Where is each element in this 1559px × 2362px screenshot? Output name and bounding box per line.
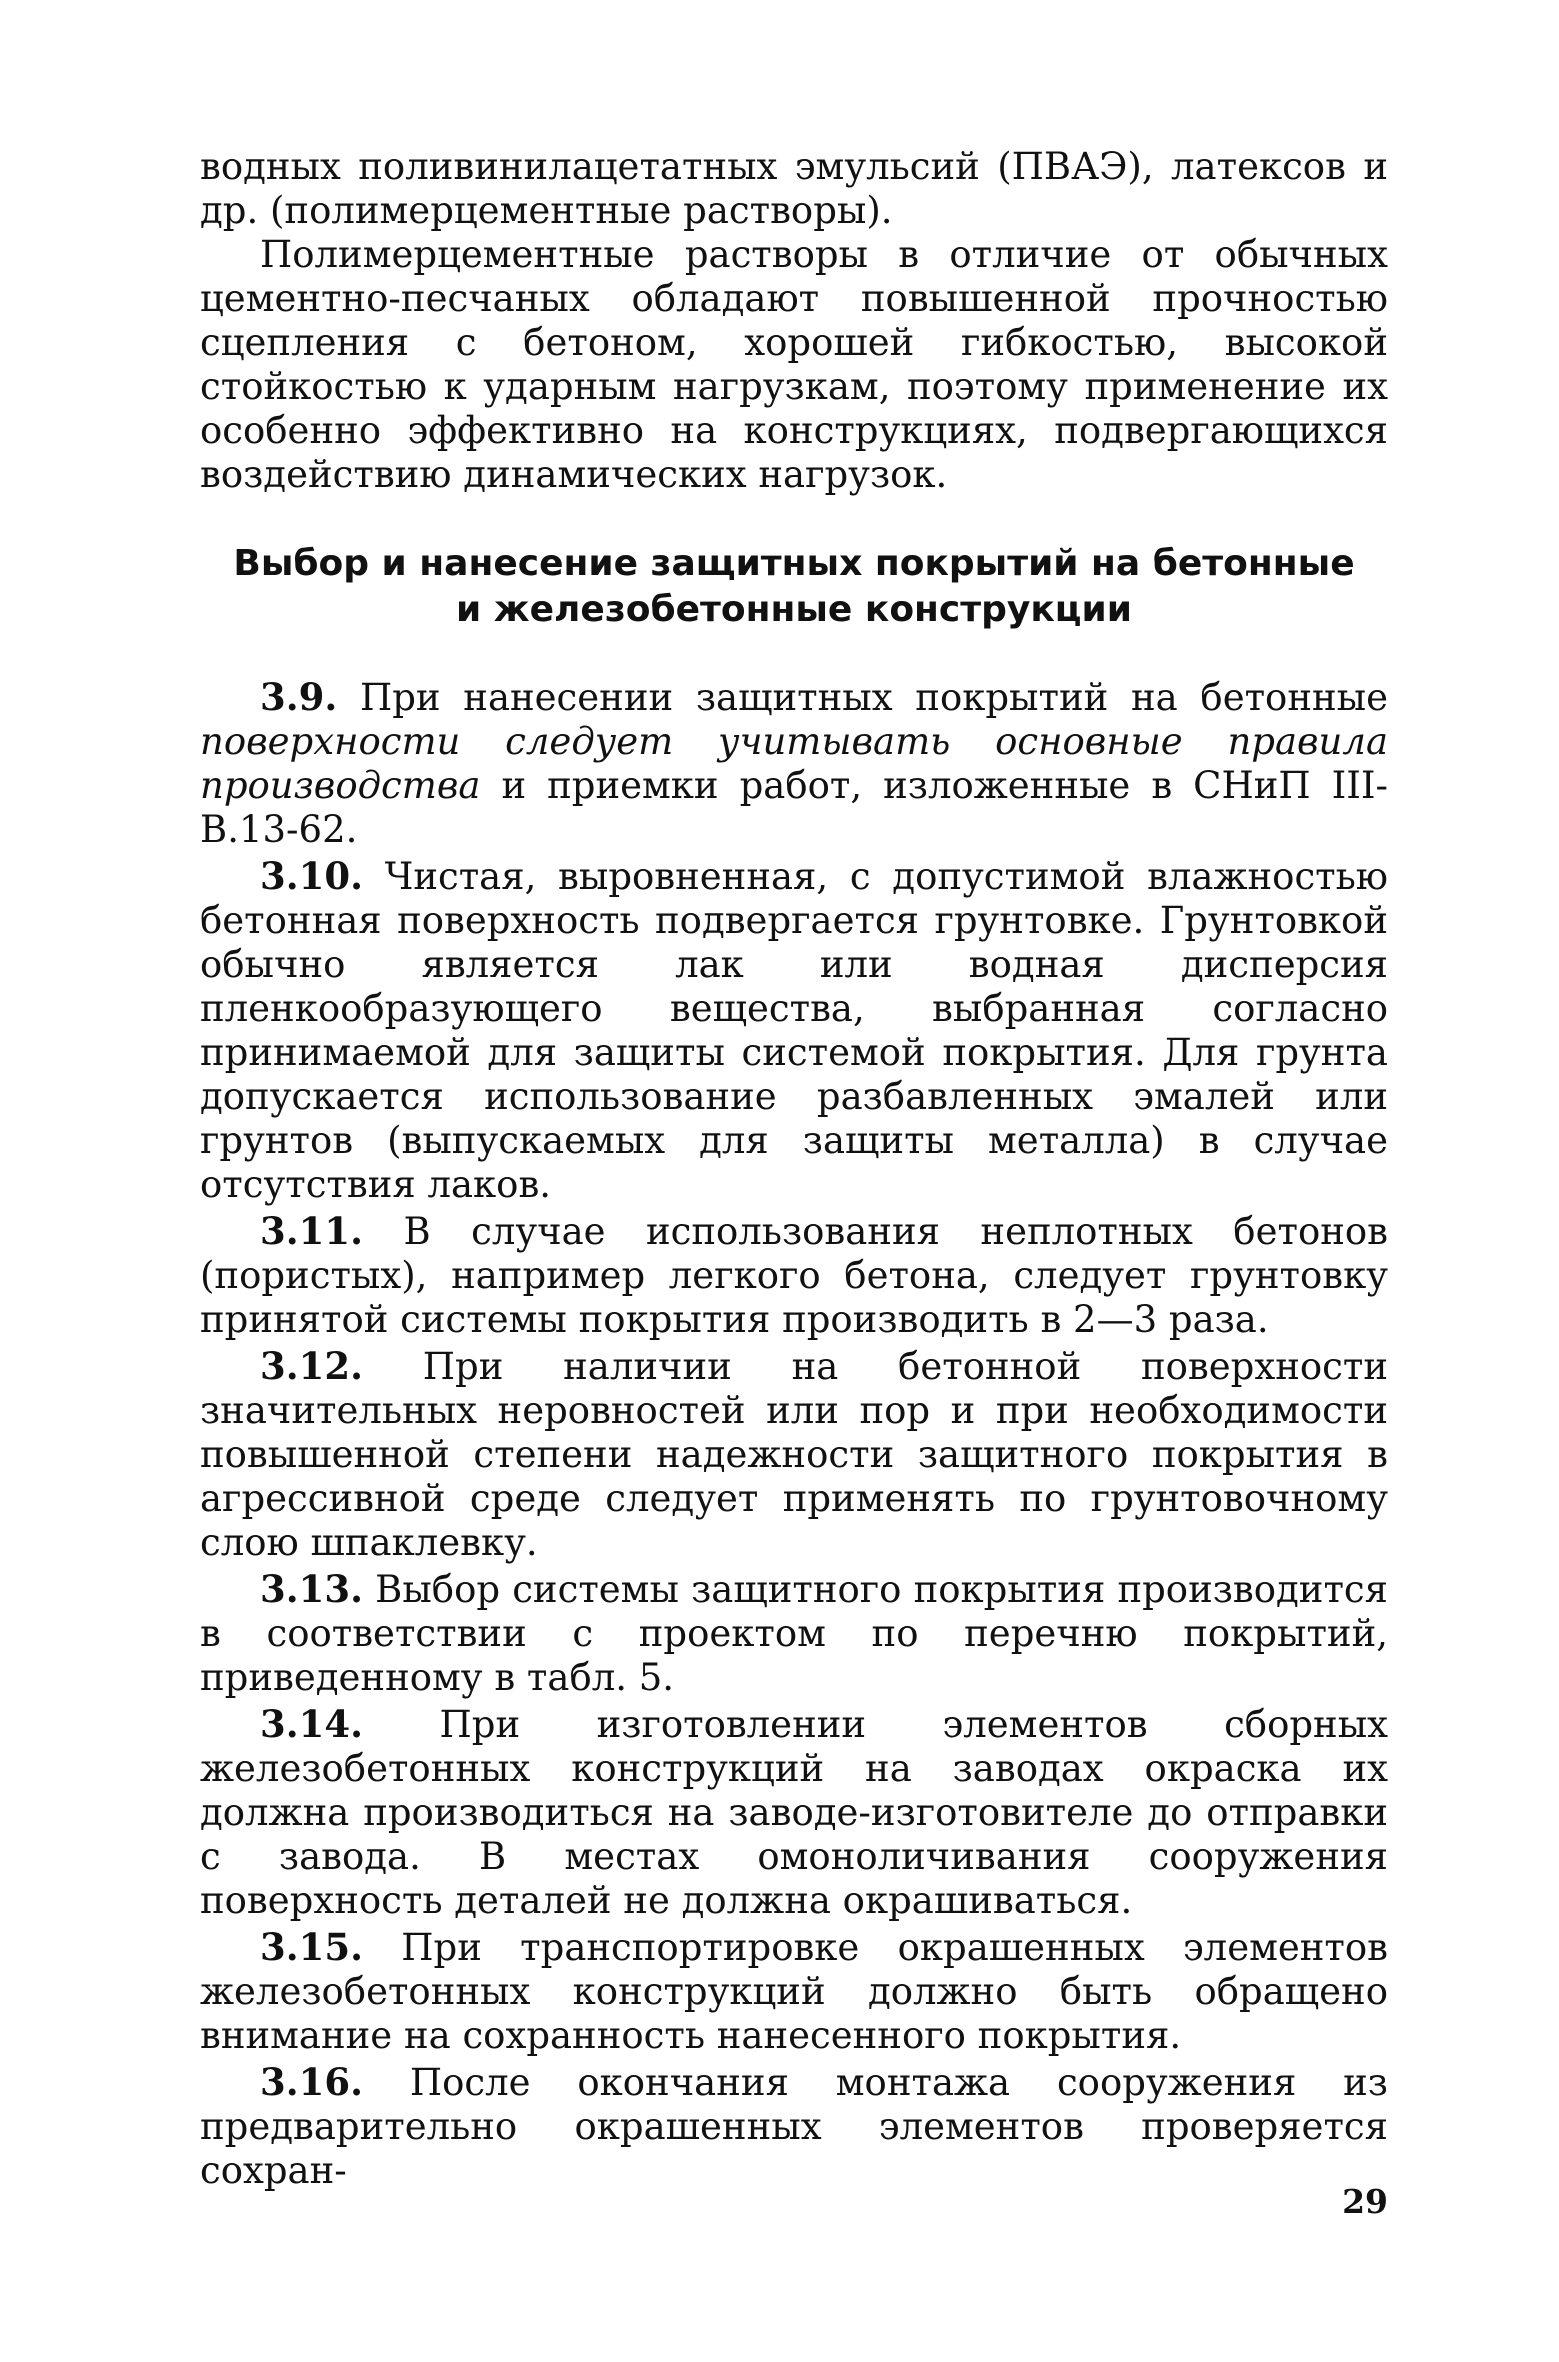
- clause-3-10: [200, 854, 1388, 1207]
- intro-paragraph-continuation: водных поливинилацетатных эмульсий (ПВАЭ), латексов и др. (полимерцементные растворы).: [200, 145, 1388, 232]
- clause-3-14: [200, 1702, 1388, 1923]
- clause-3-9: [200, 675, 1388, 852]
- clause-text: При нанесении защитных покрытий на бетонные: [359, 676, 1388, 719]
- clause-number: 3.16.: [260, 2060, 363, 2104]
- clause-text: После окончания монтажа сооружения из предварительно окрашенных элементов проверяется сохран-: [200, 2061, 1388, 2192]
- clause-text: При транспортировке окрашенных элементов железобетонных конструкций должно быть обращено внимание на сохранность нанесенного покрытия.: [200, 1926, 1388, 2057]
- clause-number: 3.10.: [260, 854, 363, 898]
- clause-text: Выбор системы защитного покрытия производится в соответствии с проектом по перечню покрытий, приведенному в табл. 5.: [200, 1568, 1388, 1699]
- page-body: [200, 145, 1388, 2193]
- clause-3-11: [200, 1209, 1388, 1342]
- clause-text-italic: поверхности следует учитывать основные правила производства: [200, 720, 1388, 807]
- clause-number: 3.13.: [260, 1567, 363, 1611]
- clause-text: Чистая, выровненная, с допустимой влажностью бетонная поверхность подвергается грунтовке. Грунтовкой обычно является лак или водная дисперсия пленкообразующего вещества, выбранная согласно принимаемой для защиты системой покрытия. Для грунта допускается использование разбавленных эмалей или грунтов (выпускаемых для защиты металла) в случае отсутствия лаков.: [200, 855, 1388, 1206]
- section-heading: [200, 541, 1388, 633]
- section-heading-line-1: Выбор и нанесение защитных покрытий на бетонные: [233, 543, 1355, 584]
- clause-number: 3.15.: [260, 1925, 363, 1969]
- clause-3-15: [200, 1925, 1388, 2058]
- page-number: 29: [1342, 2182, 1388, 2221]
- clause-number: 3.11.: [260, 1209, 363, 1253]
- clause-text: При изготовлении элементов сборных железобетонных конструкций на заводах окраска их должна производиться на заводе-изготовителе до отправки с завода. В местах омоноличивания сооружения поверхность деталей не должна окрашиваться.: [200, 1703, 1389, 1922]
- clause-number: 3.14.: [260, 1702, 363, 1746]
- clause-text: и приемки работ, изложенные в СНиП III-В.13-62.: [200, 764, 1388, 851]
- section-heading-line-2: и железобетонные конструкции: [456, 589, 1132, 630]
- clause-number: 3.9.: [260, 675, 338, 719]
- clause-text: В случае использования неплотных бетонов (пористых), например легкого бетона, следует грунтовку принятой системы покрытия производить в 2—3 раза.: [200, 1210, 1388, 1341]
- clause-text: При наличии на бетонной поверхности значительных неровностей или пор и при необходимости повышенной степени надежности защитного покрытия в агрессивной среде следует применять по грунтовочному слою шпаклевку.: [200, 1345, 1388, 1564]
- clause-3-16: [200, 2060, 1388, 2193]
- clause-3-13: [200, 1567, 1388, 1700]
- clause-3-12: [200, 1344, 1388, 1565]
- clause-number: 3.12.: [260, 1344, 363, 1388]
- intro-paragraph: Полимерцементные растворы в отличие от обычных цементно-песчаных обладают повышенной прочностью сцепления с бетоном, хорошей гибкостью, высокой стойкостью к ударным нагрузкам, поэтому применение их особенно эффективно на конструкциях, подвергающихся воздействию динамических нагрузок.: [200, 233, 1388, 496]
